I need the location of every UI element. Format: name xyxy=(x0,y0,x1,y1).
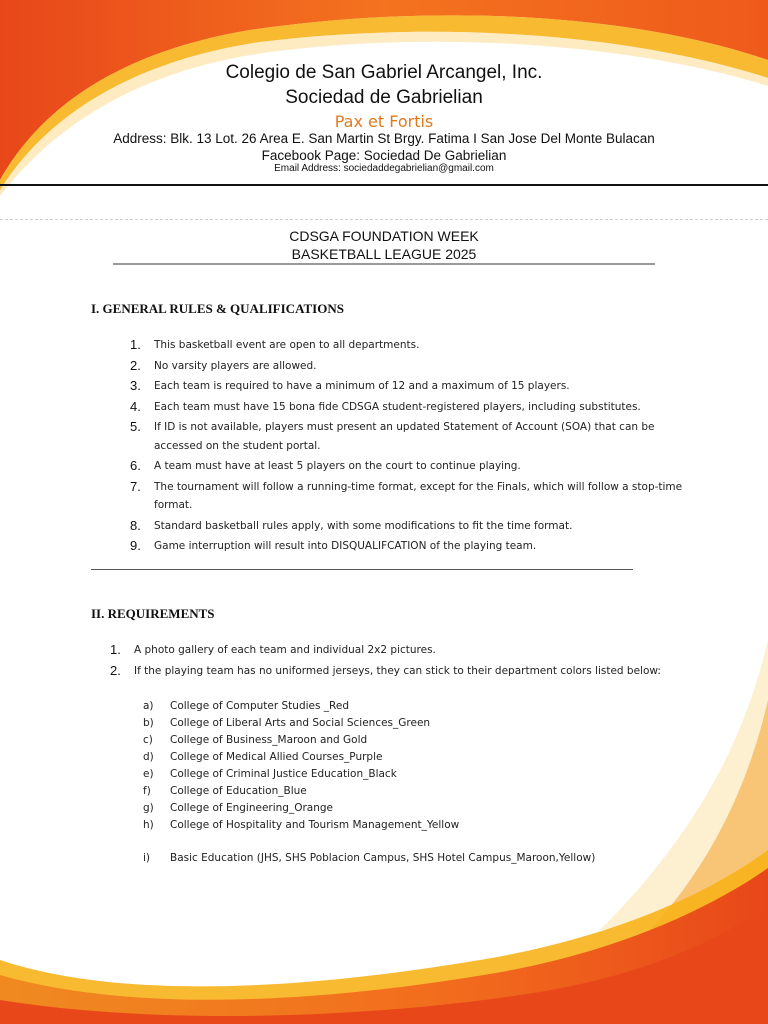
document-title-line1: CDSGA FOUNDATION WEEK xyxy=(289,228,479,244)
dashed-divider xyxy=(0,219,768,220)
section-heading-requirements: II. REQUIREMENTS xyxy=(91,606,215,621)
list-item: i) Basic Education (JHS, SHS Poblacion Campus, SHS Hotel Campus_Maroon,Yellow) xyxy=(143,852,596,864)
list-item: e) College of Criminal Justice Education_Black xyxy=(143,768,397,780)
general-rules-list xyxy=(130,336,690,558)
list-item: 2. No varsity players are allowed. xyxy=(130,357,317,373)
list-item: d) College of Medical Allied Courses_Purple xyxy=(143,751,383,763)
list-item: 9. Game interruption will result into DISQUALIFCATION of the playing team. xyxy=(130,538,537,553)
list-item: 8. Standard basketball rules apply, with some modifications to fit the time format. xyxy=(130,517,573,533)
header-divider xyxy=(0,184,768,186)
address-line: Address: Blk. 13 Lot. 26 Area E. San Martin St Brgy. Fatima I San Jose Del Monte Bulacan xyxy=(113,131,655,146)
list-item: 6. A team must have at least 5 players on the court to continue playing. xyxy=(130,458,521,473)
list-item: 1. This basketball event are open to all departments. xyxy=(130,337,420,352)
title-underline xyxy=(113,263,655,265)
list-item: 4. Each team must have 15 bona fide CDSGA student-registered players, including substitutes. xyxy=(130,398,641,414)
facebook-line: Facebook Page: Sociedad De Gabrielian xyxy=(261,148,507,163)
list-item: b) College of Liberal Arts and Social Sciences_Green xyxy=(143,717,431,729)
email-line: Email Address: sociedaddegabrielian@gmail.com xyxy=(274,163,494,174)
list-item: c) College of Business_Maroon and Gold xyxy=(143,734,368,746)
department-colors-list xyxy=(143,698,595,867)
list-item: g) College of Engineering_Orange xyxy=(143,802,334,814)
organization-name: Sociedad de Gabrielian xyxy=(285,87,483,108)
list-item: 5. If ID is not available, players must present an updated Statement of Account (SOA) that can be accessed on the student portal. xyxy=(130,419,655,452)
section-heading-general-rules: I. GENERAL RULES & QUALIFICATIONS xyxy=(91,301,344,316)
document-title-line2: BASKETBALL LEAGUE 2025 xyxy=(291,246,477,262)
section-divider xyxy=(91,569,633,570)
list-item: a) College of Computer Studies _Red xyxy=(143,700,349,712)
list-item: h) College of Hospitality and Tourism Management_Yellow xyxy=(143,819,460,831)
list-item: f) College of Education_Blue xyxy=(143,785,307,797)
list-item: 7. The tournament will follow a running-time format, except for the Finals, which will follow a stop-time format. xyxy=(130,478,683,511)
requirements-list xyxy=(110,641,710,682)
list-item: 3. Each team is required to have a minimum of 12 and a maximum of 15 players. xyxy=(130,378,570,393)
list-item: 2. If the playing team has no uniformed jerseys, they can stick to their department colors listed below: xyxy=(110,662,661,678)
motto: Pax et Fortis xyxy=(334,112,434,131)
school-name: Colegio de San Gabriel Arcangel, Inc. xyxy=(225,62,543,83)
list-item: 1. A photo gallery of each team and individual 2x2 pictures. xyxy=(110,642,436,657)
